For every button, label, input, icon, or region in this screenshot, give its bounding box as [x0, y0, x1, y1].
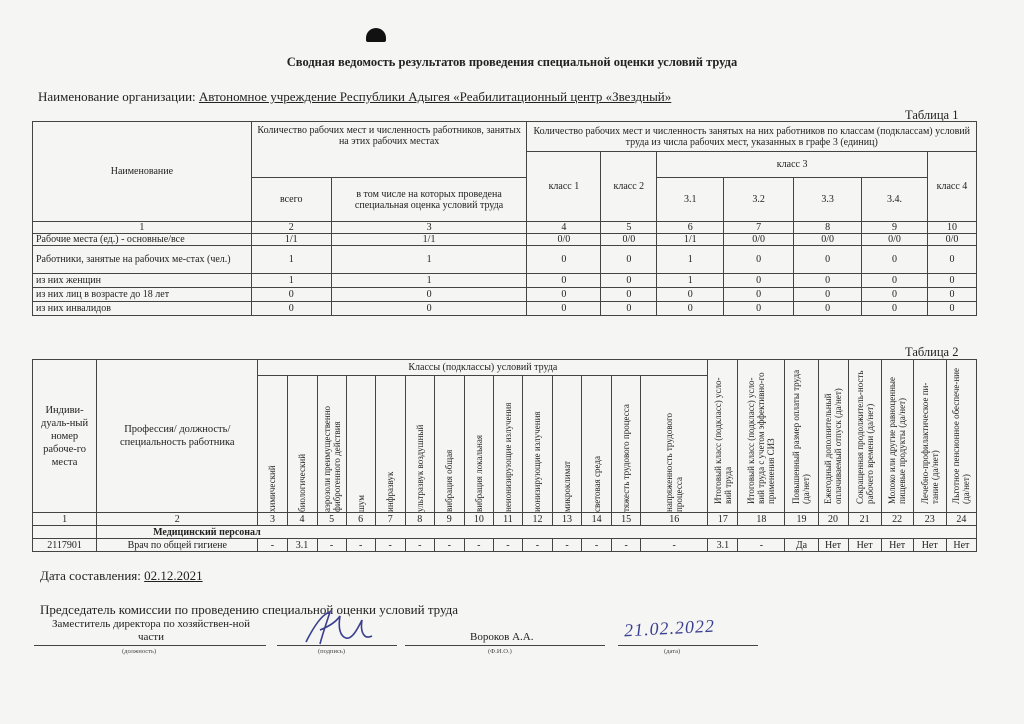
t1-colnum: 2: [251, 222, 331, 234]
t2-header-extra: Ежегодный дополнительный оплачиваемый отпуск (да/нет): [818, 360, 848, 513]
t2-header-factor: вибрация общая: [434, 376, 464, 513]
t2-colnum: 6: [346, 513, 375, 526]
t2-header-extra: Молоко или другие равноценные пищевые продукты (да/нет): [881, 360, 913, 513]
t1-row-label: Работники, занятые на рабочих ме-стах (чел.): [33, 246, 252, 274]
organization-label: Наименование организации:: [38, 89, 196, 104]
t2-cell: -: [464, 539, 493, 552]
t1-cell: 0/0: [927, 234, 976, 246]
t1-cell: 1: [331, 274, 527, 288]
t2-cell: -: [582, 539, 612, 552]
date-line: [40, 568, 203, 584]
t2-colnum: 12: [522, 513, 552, 526]
t1-cell: 0: [601, 246, 657, 274]
t1-cell: 0: [927, 302, 976, 316]
t1-cell: 0/0: [794, 234, 862, 246]
t1-header-name: Наименование: [33, 122, 252, 222]
summary-table: [32, 121, 977, 316]
t1-row: [33, 288, 977, 302]
t1-cell: 0/0: [601, 234, 657, 246]
t2-header-classes: Классы (подклассы) условий труда: [258, 360, 708, 376]
document-title: Сводная ведомость результатов проведения специальной оценки условий труда: [286, 55, 738, 69]
t1-cell: 0: [251, 302, 331, 316]
t2-cell: Да: [785, 539, 818, 552]
table1-caption: Таблица 1: [905, 108, 959, 122]
t2-colnum: 8: [405, 513, 434, 526]
t1-cell: 0: [331, 302, 527, 316]
t2-header-extra: Итоговый класс (подкласс) усло-вий труда: [708, 360, 738, 513]
t2-header-factor: вибрация локальная: [464, 376, 493, 513]
t1-colnum: 6: [657, 222, 724, 234]
t1-cell: 0: [527, 302, 601, 316]
t2-header-extra: Сокращенная продолжитель-ность рабочего времени (да/нет): [848, 360, 881, 513]
t2-colnum: 17: [708, 513, 738, 526]
t1-cell: 0/0: [527, 234, 601, 246]
t2-colnum: 10: [464, 513, 493, 526]
t2-workplace-id: 2117901: [33, 539, 97, 552]
date-value: 02.12.2021: [144, 568, 203, 583]
caption-date: (дата): [664, 648, 681, 655]
signature-line: [277, 645, 397, 646]
t1-cell: 0: [927, 274, 976, 288]
t1-cell: 0: [724, 288, 794, 302]
t2-section-title: Медицинский персонал: [97, 526, 977, 539]
organization-name: Автономное учреждение Республики Адыгея «Реабилитационный центр «Звездный»: [198, 89, 672, 104]
t2-colnum: 19: [785, 513, 818, 526]
t2-header-factor: ультразвук воздушный: [405, 376, 434, 513]
t2-colnum: 7: [375, 513, 405, 526]
t1-header-total: всего: [251, 178, 331, 222]
t1-row: [33, 274, 977, 288]
t2-colnum: 13: [552, 513, 581, 526]
t2-colnum: 24: [946, 513, 976, 526]
t2-cell: 3.1: [287, 539, 317, 552]
t2-colnum: 11: [493, 513, 522, 526]
t1-cell: 0/0: [724, 234, 794, 246]
t2-cell: Нет: [913, 539, 946, 552]
t1-cell: 0: [794, 246, 862, 274]
t2-cell: -: [346, 539, 375, 552]
t2-cell: Нет: [818, 539, 848, 552]
t2-profession: Врач по общей гигиене: [97, 539, 258, 552]
t2-header-factor: химический: [258, 376, 287, 513]
t1-cell: 0: [527, 274, 601, 288]
t2-colnum: 23: [913, 513, 946, 526]
date-line-sign: [618, 645, 758, 646]
chair-label: Председатель комиссии по проведению специальной оценки условий труда: [40, 602, 459, 617]
t1-cell: 0/0: [862, 234, 928, 246]
t1-cell: 0: [657, 302, 724, 316]
t2-cell: -: [738, 539, 785, 552]
caption-signature: (подпись): [318, 648, 345, 655]
t2-empty-cell: [33, 526, 97, 539]
t1-cell: 0: [331, 288, 527, 302]
t2-header-extra: Лечебно-профилактическое пи-тание (да/нет): [913, 360, 946, 513]
t2-cell: -: [405, 539, 434, 552]
t2-cell: -: [434, 539, 464, 552]
t1-cell: 0: [251, 288, 331, 302]
t1-cell: 0: [724, 246, 794, 274]
t1-colnum: 4: [527, 222, 601, 234]
t1-colnum: 7: [724, 222, 794, 234]
t2-cell: -: [493, 539, 522, 552]
t1-cell: 0: [862, 274, 928, 288]
t1-cell: 1: [657, 246, 724, 274]
signature-image: [300, 606, 390, 650]
t2-cell: 3.1: [708, 539, 738, 552]
t2-header-extra: Итоговый класс (подкласс) усло-вий труда с учетом эффективно-го применения СИЗ: [738, 360, 785, 513]
t2-cell: -: [317, 539, 346, 552]
t2-header-profession: Профессия/ должность/ специальность работника: [97, 360, 258, 513]
fio-line: [405, 645, 605, 646]
t1-header-3-4: 3.4.: [862, 178, 928, 222]
t1-cell: 0: [862, 246, 928, 274]
t1-colnum: 9: [862, 222, 928, 234]
handwritten-date: 21.02.2022: [623, 615, 716, 641]
t2-cell: Нет: [881, 539, 913, 552]
t1-cell: 1: [251, 274, 331, 288]
t2-column-numbers: [33, 513, 977, 526]
caption-fio: (Ф.И.О.): [488, 648, 512, 655]
t1-header-assessed: в том числе на которых проведена специальная оценка условий труда: [331, 178, 527, 222]
t1-header-class1: класс 1: [527, 152, 601, 222]
t1-row: [33, 246, 977, 274]
t2-header-factor: неионизирующие излучения: [493, 376, 522, 513]
t1-cell: 1/1: [251, 234, 331, 246]
conditions-table: [32, 359, 977, 552]
date-label: Дата составления:: [40, 568, 141, 583]
punch-hole: [366, 28, 386, 42]
t1-colnum: 3: [331, 222, 527, 234]
t2-cell: Нет: [848, 539, 881, 552]
t2-cell: -: [641, 539, 708, 552]
t1-header-class4: класс 4: [927, 152, 976, 222]
t1-cell: 0: [794, 302, 862, 316]
t1-row-label: из них лиц в возрасте до 18 лет: [33, 288, 252, 302]
t2-cell: -: [552, 539, 581, 552]
organization-line: [38, 89, 671, 105]
t1-row: [33, 234, 977, 246]
t1-header-class2: класс 2: [601, 152, 657, 222]
t2-colnum: 5: [317, 513, 346, 526]
t1-header-3-1: 3.1: [657, 178, 724, 222]
t1-cell: 1/1: [331, 234, 527, 246]
t1-row-label: Рабочие места (ед.) - основные/все: [33, 234, 252, 246]
t2-colnum: 16: [641, 513, 708, 526]
t1-cell: 1: [331, 246, 527, 274]
t2-cell: -: [375, 539, 405, 552]
t1-cell: 0: [927, 246, 976, 274]
t2-colnum: 2: [97, 513, 258, 526]
t2-header-factor: микроклимат: [552, 376, 581, 513]
t1-cell: 0: [794, 288, 862, 302]
t2-header-factor: ионизирующие излучения: [522, 376, 552, 513]
t2-header-factor: световая среда: [582, 376, 612, 513]
t2-row: [33, 539, 977, 552]
t1-cell: 1: [657, 274, 724, 288]
position-line: [34, 645, 266, 646]
t2-colnum: 18: [738, 513, 785, 526]
t1-colnum: 1: [33, 222, 252, 234]
t2-colnum: 4: [287, 513, 317, 526]
t2-header-extra: Льготное пенсионное обеспече-ние (да/нет): [946, 360, 976, 513]
t2-colnum: 14: [582, 513, 612, 526]
t2-cell: -: [258, 539, 287, 552]
t2-colnum: 1: [33, 513, 97, 526]
t1-cell: 0: [862, 288, 928, 302]
t1-row-label: из них женщин: [33, 274, 252, 288]
t1-header-count: Количество рабочих мест и численность работников, занятых на этих рабочих местах: [251, 122, 527, 178]
t2-cell: -: [612, 539, 641, 552]
t2-colnum: 9: [434, 513, 464, 526]
t2-header-factor: шум: [346, 376, 375, 513]
t1-cell: 0: [657, 288, 724, 302]
t2-header-factor: инфразвук: [375, 376, 405, 513]
t1-row-label: из них инвалидов: [33, 302, 252, 316]
t1-cell: 0: [724, 302, 794, 316]
t1-cell: 0: [862, 302, 928, 316]
t1-colnum: 8: [794, 222, 862, 234]
t1-cell: 0: [527, 246, 601, 274]
t2-colnum: 15: [612, 513, 641, 526]
t2-cell: -: [522, 539, 552, 552]
caption-position: (должность): [122, 648, 157, 655]
t1-cell: 1/1: [657, 234, 724, 246]
t1-cell: 0: [794, 274, 862, 288]
t1-cell: 1: [251, 246, 331, 274]
t2-header-factor: аэрозоли преимущественно фиброгенного действия: [317, 376, 346, 513]
t1-cell: 0: [601, 302, 657, 316]
t1-cell: 0: [927, 288, 976, 302]
t1-colnum: 10: [927, 222, 976, 234]
table2-caption: Таблица 2: [905, 345, 959, 359]
t1-header-3-2: 3.2: [724, 178, 794, 222]
signer-position: Заместитель директора по хозяйствен-ной части: [52, 618, 250, 643]
t2-colnum: 22: [881, 513, 913, 526]
t2-header-factor: напряженность трудового процесса: [641, 376, 708, 513]
t2-header-factor: тяжесть трудового процесса: [612, 376, 641, 513]
t2-colnum: 3: [258, 513, 287, 526]
t2-header-id: Индиви-дуаль-ный номер рабоче-го места: [33, 360, 97, 513]
t2-header-extra: Повышенный размер оплаты труда (да/нет): [785, 360, 818, 513]
t2-cell: Нет: [946, 539, 976, 552]
t1-header-class3: класс 3: [657, 152, 928, 178]
t1-header-classes: Количество рабочих мест и численность занятых на них работников по классам (подклассам) условий труда из числа рабочих мест, указанных в графе 3 (единиц): [527, 122, 977, 152]
t2-colnum: 20: [818, 513, 848, 526]
t2-section-row: [33, 526, 977, 539]
t1-column-numbers: [33, 222, 977, 234]
t1-cell: 0: [724, 274, 794, 288]
signer-name: Вороков А.А.: [470, 631, 534, 643]
t1-row: [33, 302, 977, 316]
t2-header-factor: биологический: [287, 376, 317, 513]
t2-colnum: 21: [848, 513, 881, 526]
t1-cell: 0: [601, 274, 657, 288]
t1-cell: 0: [601, 288, 657, 302]
t1-header-3-3: 3.3: [794, 178, 862, 222]
t1-cell: 0: [527, 288, 601, 302]
t1-colnum: 5: [601, 222, 657, 234]
